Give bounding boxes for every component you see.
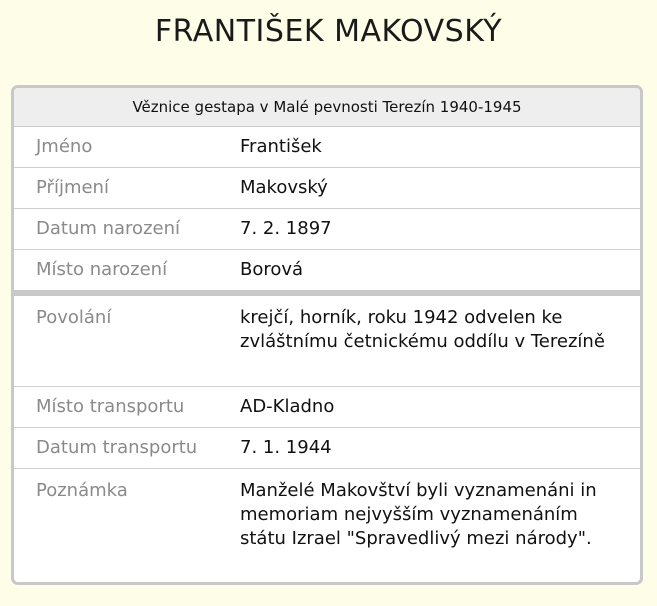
note-label: Poznámka — [36, 480, 128, 501]
row-occupation — [14, 296, 640, 387]
birth-place-value: Borová — [240, 259, 304, 280]
first-name-value: František — [240, 136, 322, 157]
birth-date-label: Datum narození — [36, 218, 180, 239]
transport-date-value: 7. 1. 1944 — [240, 437, 332, 458]
note-value: Manželé Makovštví byli vyznamenáni in memoriam nejvyšším vyznamenáním státu Izrael "Spravedlivý mezi národy". — [240, 480, 597, 549]
page-title: FRANTIŠEK MAKOVSKÝ — [154, 14, 503, 49]
last-name-value: Makovský — [240, 177, 328, 198]
row-birth-place — [14, 250, 640, 290]
transport-place-label: Místo transportu — [36, 396, 185, 417]
occupation-value: krejčí, horník, roku 1942 odvelen ke zvláštnímu četnickému oddílu v Terezíně — [240, 307, 605, 352]
transport-date-label: Datum transportu — [36, 437, 198, 458]
row-note — [14, 469, 640, 584]
row-first-name — [14, 127, 640, 168]
last-name-label: Příjmení — [36, 177, 109, 198]
birth-place-label: Místo narození — [36, 259, 168, 280]
birth-date-value: 7. 2. 1897 — [240, 218, 332, 239]
row-birth-date — [14, 209, 640, 250]
record-card — [11, 85, 643, 585]
row-transport-date — [14, 428, 640, 469]
row-transport-place — [14, 387, 640, 428]
first-name-label: Jméno — [36, 136, 93, 157]
occupation-label: Povolání — [36, 307, 112, 328]
card-header: Věznice gestapa v Malé pevnosti Terezín 1940-1945 — [14, 88, 640, 127]
row-last-name — [14, 168, 640, 209]
transport-place-value: AD-Kladno — [240, 396, 335, 417]
